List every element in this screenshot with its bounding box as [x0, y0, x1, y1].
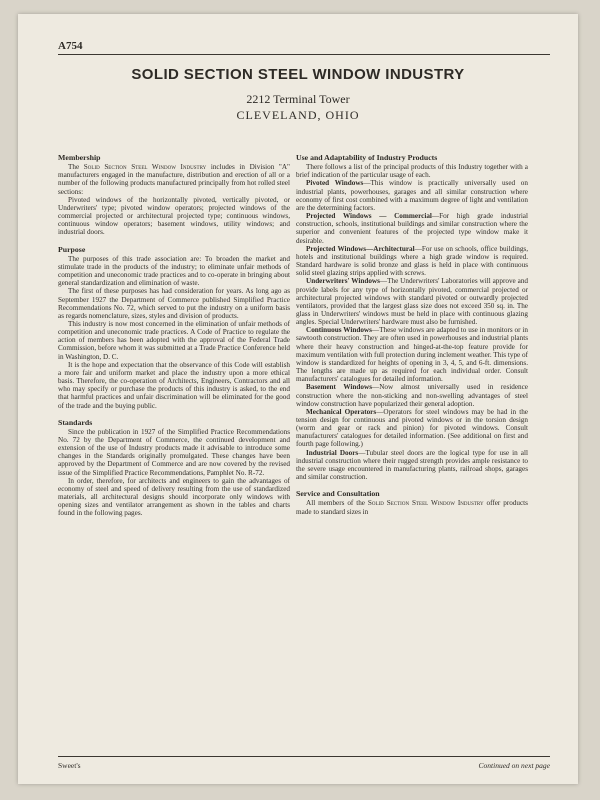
purpose-paragraph-4: It is the hope and expectation that the observance of this Code will establish a more fair and uniform market and place the industry upon a more ethical basis. Therefore, the co-operation of Architects, Engineers, Contractors and all who may specify or purchase the products of this industry is asked, to the end that harmful practices and unfair discrimination will be eliminated for the good of the trade and the buying public.: [58, 360, 290, 410]
membership-heading: Membership: [58, 153, 101, 162]
document-title: SOLID SECTION STEEL WINDOW INDUSTRY: [131, 66, 465, 83]
bottom-rule: [58, 756, 550, 757]
purpose-heading: Purpose: [58, 244, 86, 254]
use-heading: Use and Adaptability of Industry Products: [296, 153, 438, 162]
standards-paragraph-1: Since the publication in 1927 of the Simplified Practice Recommendations No. 72 by the Department of Commerce, the continued development and extension of the use of Industry products made it advisable to introduce some changes in the Standards originally promulgated. These changes have been approved by the Department of Commerce and are now covered by the revised issue of the Simplified Practice Recommendations, Pamphlet No. R-72.: [58, 427, 290, 477]
use-paragraph: There follows a list of the principal products of this Industry together with a brief indication of the particular usage of each.: [296, 163, 528, 180]
projected-commercial-paragraph: Projected Windows — Commercial—For high grade industrial construction, schools, institutional buildings and similar construction where the superior and convenient features of the projected type window make it desirable.: [296, 212, 528, 245]
purpose-paragraph-3: This industry is now most concerned in the elimination of unfair methods of competition and uneconomic trade practices. A Code of Practice to regulate the action of members has been adopted with the approval of the Federal Trade Commission, before whom it was submitted at a Trade Practice Conference held in Washington, D. C.: [58, 319, 290, 361]
service-heading: Service and Consultation: [296, 489, 380, 499]
footer-continued: Continued on next page: [478, 761, 550, 770]
projected-architectural-paragraph: Projected Windows—Architectural—For use on schools, office buildings, hotels and institutional buildings where a high grade window is required. Standard hardware is solid bronze and glass is held in place with continuous solid steel glazing strips applied with screws.: [296, 244, 529, 278]
purpose-paragraph-1: The purposes of this trade association are: To broaden the market and stimulate trade in the products of the industry; to eliminate unfair methods of competition and uneconomic trade practices and to co-operate in bringing about general standardization and elimination of waste.: [58, 254, 290, 288]
underwriters-windows-paragraph: Underwriters' Windows—The Underwriters' Laboratories will approve and provide labels for any type of horizontally pivoted, commercial projected or architectural projected windows with standard pivoted or outwardly projected ventilators, provided that the largest glass size does not exceed 350 sq. in. The glass in Underwriters' windows must be held in place with continuous glazing angles. Special Underwriters' hardware must also be furnished.: [296, 277, 529, 327]
mechanical-operators-paragraph: Mechanical Operators—Operators for steel windows may be had in the tension design for continuous and pivoted windows or in the torsion design (worm and gear or rack and pinion) for pivoted windows. Consult manufacturers' catalogues for detailed information. (See additional on first and fourth page following.): [296, 407, 528, 449]
address-line-2: CLEVELAND, OHIO: [236, 108, 360, 122]
membership-paragraph-1: The Solid Section Steel Window Industry includes in Division "A" manufacturers engaged in the manufacture, distribution and erection of all or a number of the following products manufactured principally from hot rolled steel sections:: [58, 163, 290, 196]
basement-windows-paragraph: Basement Windows—Now almost universally used in residence construction where the non-sticking and non-swelling advantages of steel window construction have popularized their general adoption.: [296, 383, 528, 408]
right-column: [296, 154, 528, 516]
standards-heading: Standards: [58, 417, 93, 427]
left-column: [58, 154, 290, 518]
membership-paragraph-2: Pivoted windows of the horizontally pivoted, vertically pivoted, or Underwriters' type; pivoted window operators; projected windows of the commercial projected or architectural projected type; continuous windows, continuous window operators; basement windows, utility windows; and industrial doors.: [58, 195, 290, 237]
service-paragraph: All members of the Solid Section Steel Window Industry offer products made to standard sizes in: [296, 499, 528, 516]
top-rule: [58, 54, 550, 55]
address-line-1: 2212 Terminal Tower: [246, 92, 350, 106]
purpose-paragraph-2: The first of these purposes has had consideration for years. As long ago as September 1927 the Department of Commerce published Simplified Practice Recommendations No. 72, which served to put the industry on a uniform basis as regards nomenclature, sizes, styles and division of products.: [58, 287, 290, 320]
standards-paragraph-2: In order, therefore, for architects and engineers to gain the advantages of economy of steel and speed of delivery resulting from the use of standardized materials, all architectural designs should incorporate only windows with opening sizes and ventilator arrangement as shown in the tables and charts found in the following pages.: [58, 476, 290, 518]
industrial-doors-paragraph: Industrial Doors—Tubular steel doors are the logical type for use in all industrial construction where their rugged strength provides ample resistance to the severe usage encountered in manufacturing plants, railroad shops, garages and similar construction.: [296, 448, 528, 482]
page-code: A754: [58, 40, 83, 52]
document-page: [18, 14, 578, 784]
pivoted-windows-paragraph: Pivoted Windows—This window is practically universally used on industrial plants, powerhouses, garages and all similar construction where economy of first cost combined with a maximum degree of light and ventilation are the determining factors.: [296, 179, 528, 212]
continuous-windows-paragraph: Continuous Windows—These windows are adapted to use in monitors or in sawtooth construction. They are often used in powerhouses and industrial plants where their heavy construction and hinged-at-the-top feature provide for maximum ventilation with full protection during inclement weather. This type of window is standardized for heights of opening in 3, 4, 5, and 6-ft. dimensions. The lengths are made up as required for each individual order. Consult manufacturers' catalogues for detailed information.: [296, 326, 529, 384]
footer-source: Sweet's: [58, 761, 81, 770]
